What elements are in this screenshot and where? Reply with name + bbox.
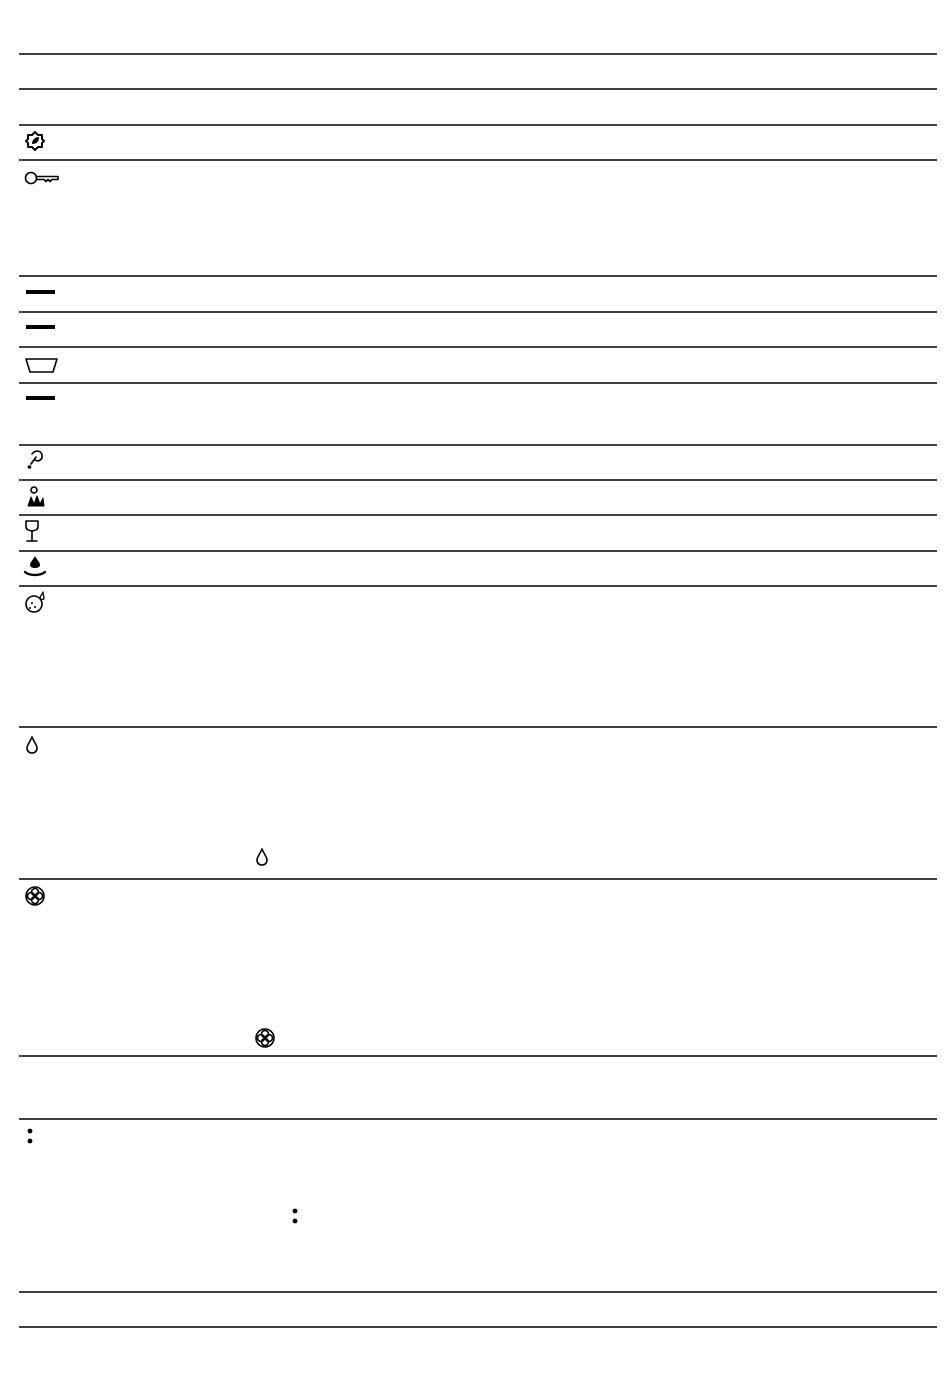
dash-icon bbox=[26, 325, 55, 329]
dash-icon bbox=[26, 396, 55, 400]
table-rules bbox=[19, 54, 937, 1327]
spray-arm-icon bbox=[28, 451, 42, 469]
drop-icon bbox=[27, 737, 37, 753]
hygiene-icon bbox=[28, 487, 44, 506]
vertical-dots-icon bbox=[28, 1129, 33, 1144]
wine-glass-icon bbox=[26, 521, 38, 541]
basin-icon bbox=[26, 359, 57, 372]
clock-drop-icon bbox=[26, 592, 44, 612]
bio-gear-icon bbox=[26, 132, 44, 150]
dash-icon bbox=[26, 290, 55, 294]
water-hand-icon bbox=[25, 556, 45, 575]
key-icon bbox=[26, 173, 59, 184]
drop-icon bbox=[257, 849, 267, 865]
rinse-aid-icon bbox=[256, 1029, 274, 1047]
rinse-aid-icon bbox=[26, 887, 44, 905]
vertical-dots-icon bbox=[293, 1209, 298, 1224]
